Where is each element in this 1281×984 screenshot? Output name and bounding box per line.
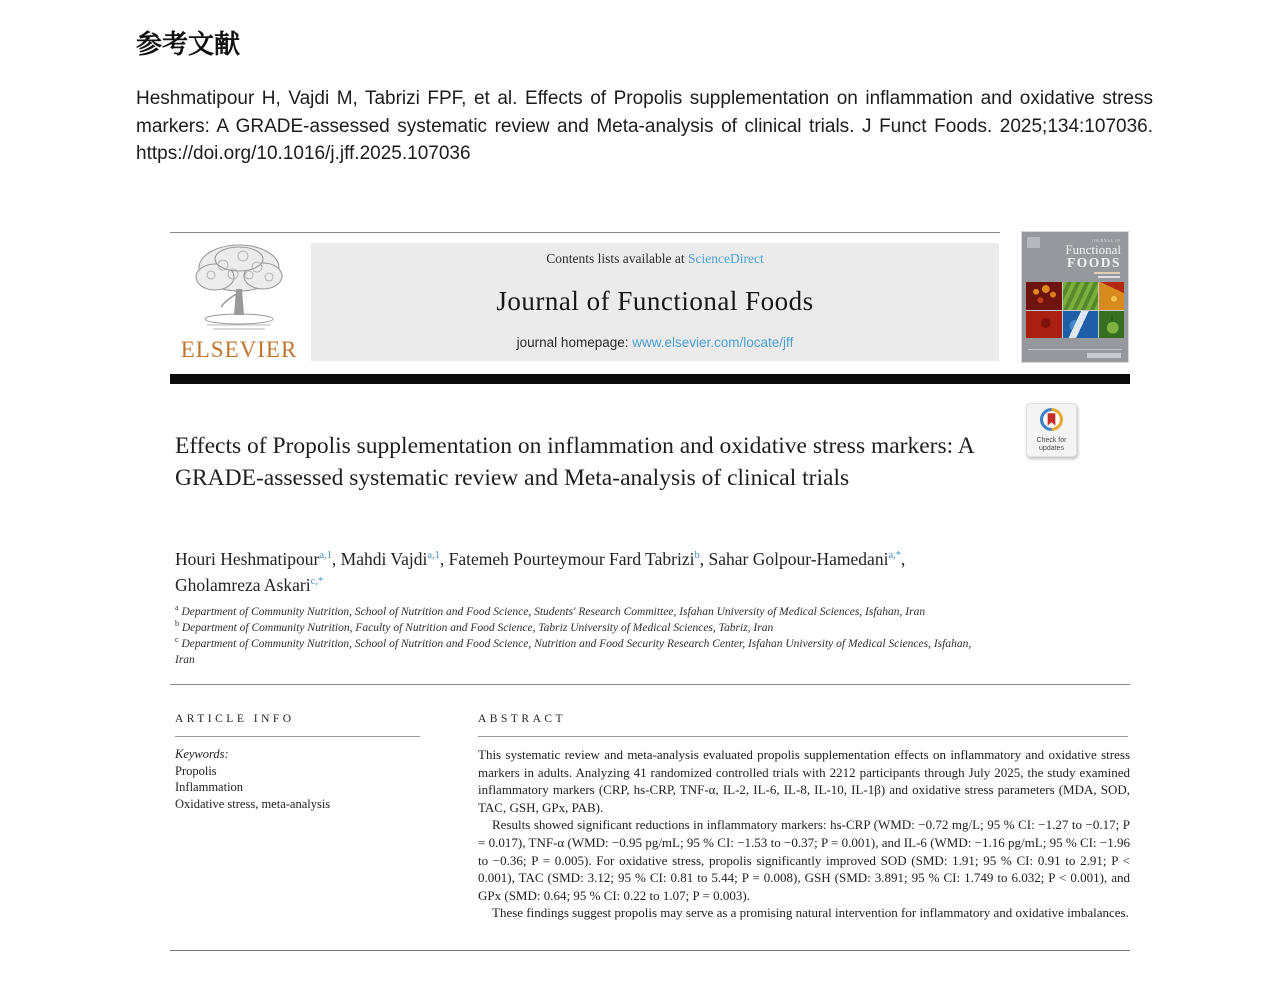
keyword: Inflammation [175, 780, 244, 794]
journal-title: Journal of Functional Foods [496, 285, 814, 316]
check-for-updates-badge[interactable] [1026, 403, 1077, 457]
abstract-section [478, 713, 1130, 922]
paper-page [170, 225, 1130, 975]
cover-society-logo [1027, 237, 1040, 248]
elsevier-tree-icon [170, 241, 308, 335]
cover-mosaic-art [1026, 282, 1124, 338]
abstract-rule [478, 736, 1128, 737]
cover-kicker: JOURNAL OF [1091, 238, 1121, 243]
author: Mahdi Vajdi$^{a,1}$, [340, 549, 449, 569]
abstract-paragraph: This systematic review and meta-analysis evaluated propolis supplementation effects on inflammatory and oxidative stress markers in adults. Analyzing 41 randomized controlled trials with 2212 participants through July 2025, the study examined inflammatory markers (CRP, hs-CRP, TNF-α, IL-2, IL-6, IL-8, IL-10, IL-1β) and oxidative stress parameters (MDA, SOD, TAC, GSH, GPx, PAB). [478, 747, 1130, 815]
homepage-prefix: journal homepage: [516, 335, 633, 350]
author-list [175, 546, 935, 598]
keyword: Oxidative stress, meta-analysis [175, 796, 331, 811]
affiliation: $^c$ Department of Community Nutrition, School of Nutrition and Food Science, Nutrition and Food Security Research Center, Isfahan University of Medical Sciences, Isfahan, Iran [175, 635, 972, 666]
cover-tile-flask [1099, 311, 1124, 339]
journal-cover-thumbnail [1022, 232, 1128, 362]
section-divider-rule [170, 684, 1130, 685]
check-badge-label-line2: updates [1039, 445, 1064, 452]
contents-prefix: Contents lists available at [546, 251, 688, 266]
cover-tile-leaf [1063, 282, 1097, 310]
cover-editor-text-bar [1094, 272, 1120, 274]
affiliation-list [175, 604, 993, 668]
journal-homepage-line [517, 335, 794, 350]
article-info-rule [175, 736, 420, 737]
masthead-top-rule [170, 232, 1000, 233]
keywords-label: Keywords: [175, 747, 229, 761]
references-heading: 参考文献 [136, 29, 241, 59]
cover-tile-red [1026, 311, 1062, 339]
cover-tile-molecules [1026, 282, 1062, 310]
check-for-updates-icon [1039, 419, 1064, 436]
author: Houri Heshmatipour$^{a,1}$, [175, 549, 341, 569]
elsevier-logo [170, 241, 308, 367]
journal-masthead [311, 243, 999, 361]
affiliation: $^a$ Department of Community Nutrition, School of Nutrition and Food Science, Students' Research Committee, Isfahan University of Medical Sciences, Isfahan, Iran [175, 603, 926, 618]
abstract-header: ABSTRACT [478, 713, 567, 725]
cover-editor-text-bar [1098, 276, 1120, 278]
masthead-divider-bar [170, 374, 1130, 384]
journal-homepage-link[interactable]: www.elsevier.com/locate/jff [632, 335, 794, 350]
article-info-header: ARTICLE INFO [175, 713, 295, 725]
cover-foot-rule [1028, 349, 1122, 350]
article-title: Effects of Propolis supplementation on inflammation and oxidative stress markers: A GRADE-assessed systematic review and Meta-analysis of clinical trials [175, 433, 974, 491]
article-info-section [175, 713, 423, 812]
cover-title-line1: Functional [1065, 242, 1121, 257]
affiliation: $^b$ Department of Community Nutrition, Faculty of Nutrition and Food Science, Tabriz University of Medical Sciences, Tabriz, Iran [175, 619, 774, 634]
keywords-block [175, 746, 423, 812]
keyword: Propolis [175, 763, 217, 778]
sciencedirect-link[interactable]: ScienceDirect [688, 251, 764, 266]
author: Sahar Golpour-Hamedani$^{a,*}$, [708, 549, 906, 569]
cover-title-line2: FOODS [1066, 255, 1121, 270]
abstract-paragraph: These findings suggest propolis may serve as a promising natural intervention for inflammatory and oxidative imbalances. [492, 905, 1129, 921]
abstract-body [478, 746, 1130, 922]
check-badge-label-line1: Check for [1036, 437, 1067, 444]
citation-text: Heshmatipour H, Vajdi M, Tabrizi FPF, et al. Effects of Propolis supplementation on inflammation and oxidative stress markers: A GRADE-assessed systematic review and Meta-analysis of clinical trials. J Funct Foods. 2025;134:107036. https://doi.org/10.1016/j.jff.2025.107036 [136, 88, 1153, 164]
abstract-paragraph: Results showed significant reductions in inflammatory markers: hs-CRP (WMD: −0.72 mg/L; 95 % CI: −1.27 to −0.17; P = 0.017), TNF-α (WMD: −0.95 pg/mL; 95 % CI: −1.53 to −0.37; P = 0.001), and IL-6 (WMD: −1.16 pg/mL; 95 % CI: −1.96 to −0.36; P = 0.005). For oxidative stress, propolis significantly improved SOD (SMD: 1.91; 95 % CI: 0.91 to 2.91; P < 0.001), TAC (SMD: 3.12; 95 % CI: 0.81 to 5.44; P = 0.008), GSH (SMD: 3.891; 95 % CI: 1.749 to 6.032; P < 0.001), and GPx (SMD: 0.64; 95 % CI: 0.22 to 1.07; P = 0.003). [478, 817, 1130, 903]
author: Gholamreza Askari$^{c,*}$ [175, 575, 324, 595]
elsevier-wordmark: ELSEVIER [180, 337, 298, 362]
author: Fatemeh Pourteymour Fard Tabrizi$^b$, [448, 549, 709, 569]
cover-publisher-bar [1087, 353, 1121, 358]
cover-titles [1065, 238, 1121, 270]
cover-tile-fish [1063, 311, 1097, 339]
page-bottom-rule [170, 950, 1130, 951]
contents-lists-line [546, 251, 763, 267]
cover-tile-orange [1099, 282, 1124, 310]
